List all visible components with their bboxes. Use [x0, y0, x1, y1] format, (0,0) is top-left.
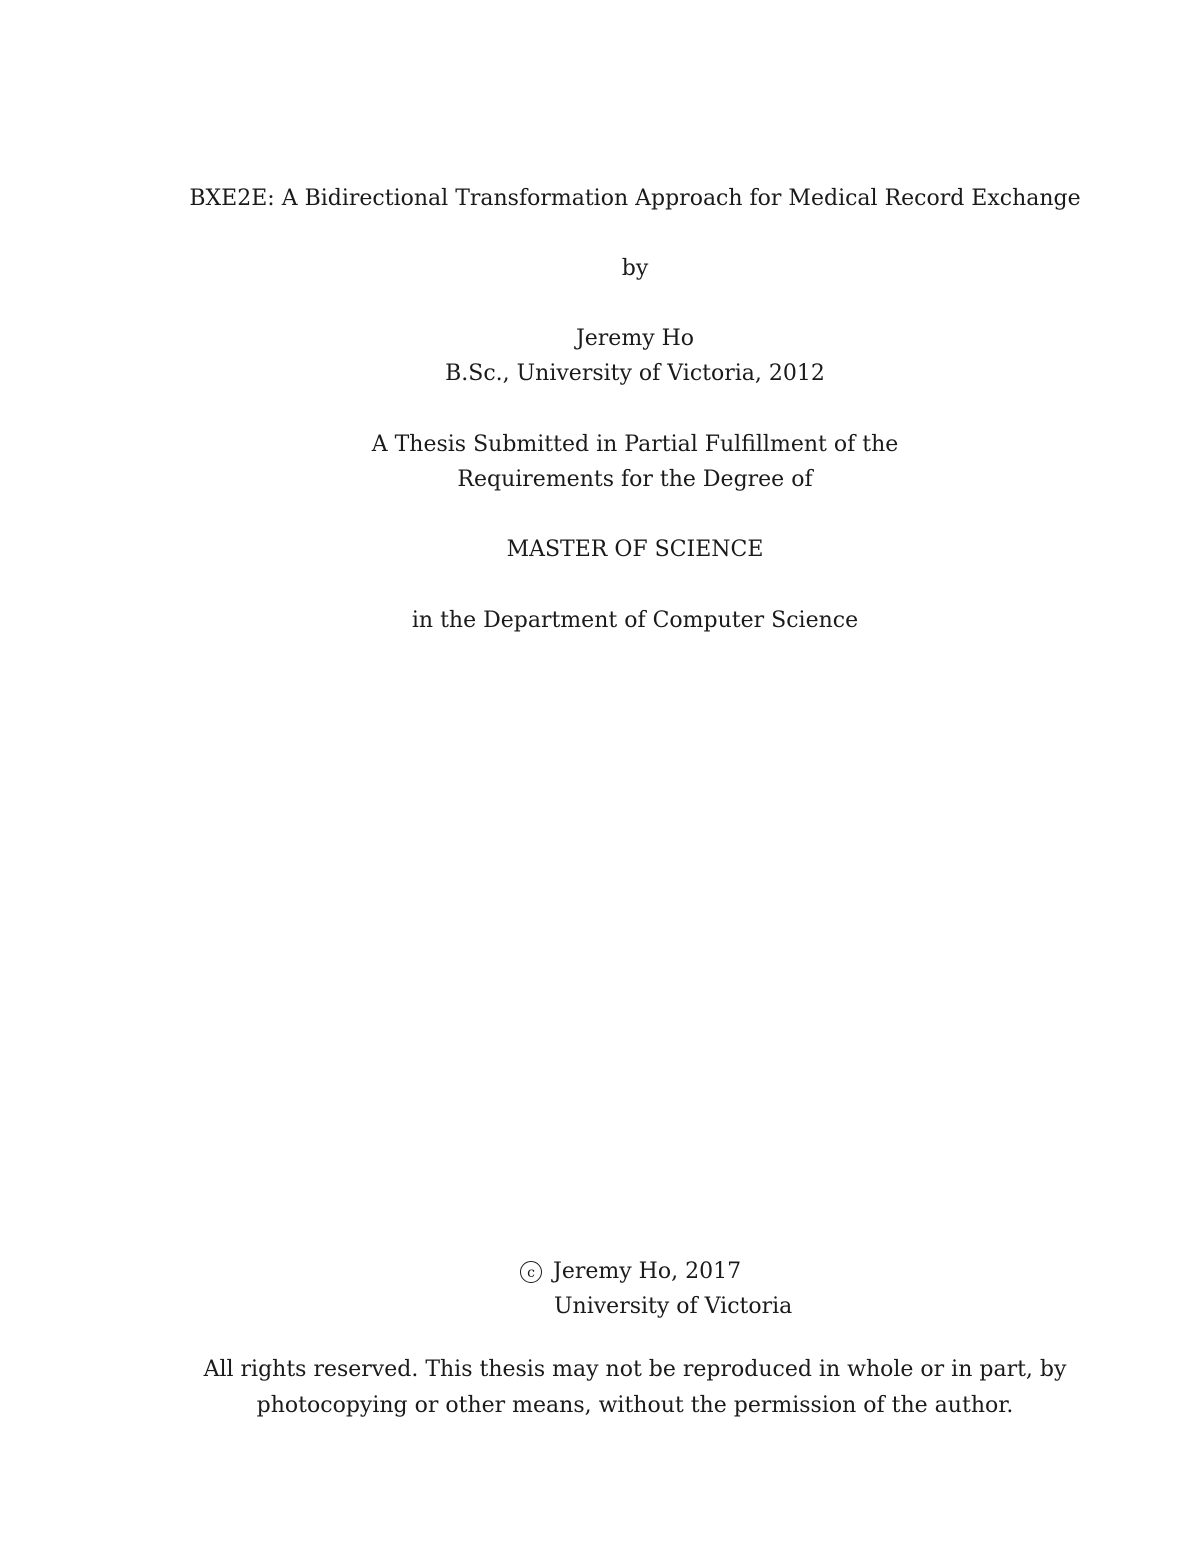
copyright-row	[520, 1254, 792, 1289]
submission-line-1: A Thesis Submitted in Partial Fulfillment of the	[371, 432, 899, 457]
rights-line-2: photocopying or other means, without the permission of the author.	[256, 1393, 1014, 1418]
copyright-institution: University of Victoria	[554, 1294, 793, 1319]
copyright-icon: c	[520, 1261, 542, 1283]
department: in the Department of Computer Science	[411, 608, 859, 633]
submission-line-2: Requirements for the Degree of	[457, 467, 813, 492]
copyright-holder: Jeremy Ho, 2017	[553, 1259, 742, 1284]
rights-statement	[0, 1352, 1200, 1424]
author-name: Jeremy Ho	[575, 326, 695, 351]
thesis-title: BXE2E: A Bidirectional Transformation Approach for Medical Record Exchange	[189, 186, 1081, 211]
by-label: by	[621, 256, 649, 281]
author-prior-degree: B.Sc., University of Victoria, 2012	[445, 361, 825, 386]
degree-name: MASTER OF SCIENCE	[506, 537, 764, 562]
rights-line-1: All rights reserved. This thesis may not be reproduced in whole or in part, by	[203, 1357, 1067, 1382]
copyright-block	[520, 1254, 792, 1324]
